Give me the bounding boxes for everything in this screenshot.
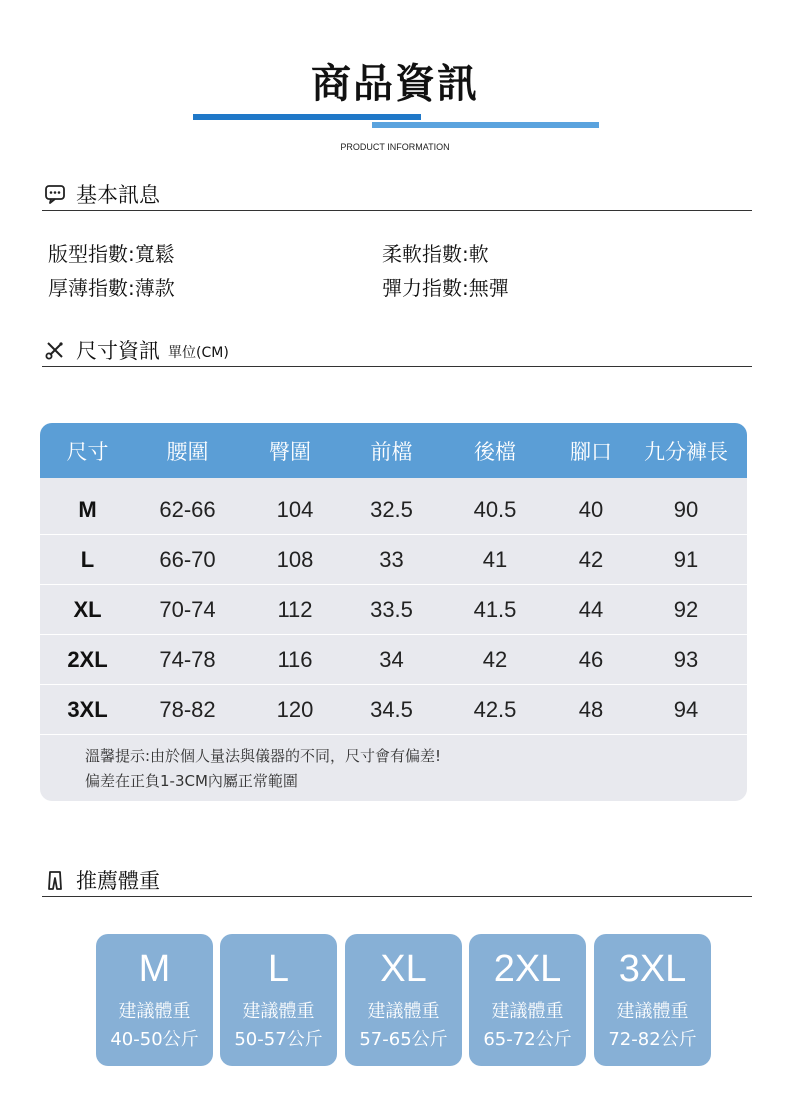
page-title: 商品資訊 xyxy=(311,61,479,107)
col-waist: 腰圍 xyxy=(166,439,209,464)
cell-hip: 104 xyxy=(276,497,314,522)
cell-leg-opening: 46 xyxy=(578,647,604,672)
scissors-icon xyxy=(44,339,66,361)
cell-hip: 112 xyxy=(277,597,313,622)
cell-hip: 116 xyxy=(277,647,313,672)
page-subtitle: PRODUCT INFORMATION xyxy=(340,142,450,152)
cell-length: 91 xyxy=(673,547,699,572)
col-leg-opening: 腳口 xyxy=(570,439,612,464)
cell-size: XL xyxy=(73,597,102,622)
cell-leg-opening: 48 xyxy=(578,697,604,722)
cell-waist: 74-78 xyxy=(159,647,216,672)
table-row xyxy=(40,685,747,735)
title-underline-light xyxy=(372,122,599,128)
weight-card-range: 57-65公斤 xyxy=(359,1029,448,1050)
cell-leg-opening: 42 xyxy=(578,547,604,572)
size-info-header xyxy=(42,333,752,367)
weight-title: 推薦體重 xyxy=(76,868,160,893)
weight-card-label: 建議體重 xyxy=(118,1001,191,1022)
cell-waist: 66-70 xyxy=(159,547,216,572)
col-size: 尺寸 xyxy=(66,439,109,464)
weight-card-label: 建議體重 xyxy=(491,1001,564,1022)
table-row xyxy=(40,535,747,585)
cell-length: 90 xyxy=(673,497,699,522)
pants-icon xyxy=(44,869,66,891)
weight-card-label: 建議體重 xyxy=(367,1001,440,1022)
weight-card-l xyxy=(220,934,337,1066)
cell-back-rise: 41.5 xyxy=(473,597,517,622)
cell-leg-opening: 40 xyxy=(578,497,604,522)
basic-info-title: 基本訊息 xyxy=(76,182,160,207)
weight-card-size: M xyxy=(138,948,171,990)
table-row xyxy=(40,585,747,635)
size-note-line-1: 溫馨提示:由於個人量法與儀器的不同，尺寸會有偏差! xyxy=(85,747,442,765)
size-table-header xyxy=(40,423,747,478)
weight-card-size: 2XL xyxy=(493,948,562,990)
cell-waist: 70-74 xyxy=(159,597,216,622)
cell-leg-opening: 44 xyxy=(578,597,604,622)
weight-card-xl xyxy=(345,934,462,1066)
col-hip: 臀圍 xyxy=(269,439,311,464)
cell-length: 94 xyxy=(673,697,699,722)
cell-size: M xyxy=(78,497,97,522)
weight-card-size: XL xyxy=(380,948,427,990)
table-row xyxy=(40,635,747,685)
cell-length: 93 xyxy=(673,647,699,672)
size-note-line-2: 偏差在正負1-3CM內屬正常範圍 xyxy=(85,772,298,790)
col-length: 九分褲長 xyxy=(644,439,728,464)
attr-thickness: 厚薄指數:薄款 xyxy=(48,276,175,300)
cell-hip: 120 xyxy=(276,697,314,722)
cell-waist: 78-82 xyxy=(159,697,216,722)
weight-card-label: 建議體重 xyxy=(242,1001,315,1022)
cell-front-rise: 32.5 xyxy=(370,497,413,522)
cell-size: L xyxy=(80,547,95,572)
col-back-rise: 後檔 xyxy=(474,439,516,464)
weight-card-range: 65-72公斤 xyxy=(483,1029,572,1050)
cell-back-rise: 41 xyxy=(482,547,508,572)
cell-length: 92 xyxy=(673,597,699,622)
weight-card-range: 50-57公斤 xyxy=(234,1029,323,1050)
cell-hip: 108 xyxy=(276,547,314,572)
attr-softness: 柔軟指數:軟 xyxy=(382,242,489,266)
title-underline-dark xyxy=(193,114,421,120)
cell-back-rise: 40.5 xyxy=(473,497,517,522)
cell-waist: 62-66 xyxy=(159,497,216,522)
attr-fit: 版型指數:寬鬆 xyxy=(48,242,175,266)
cell-front-rise: 34.5 xyxy=(370,697,413,722)
weight-card-label: 建議體重 xyxy=(616,1001,689,1022)
weight-card-2xl xyxy=(469,934,586,1066)
attr-elasticity: 彈力指數:無彈 xyxy=(382,276,509,300)
weight-card-size: 3XL xyxy=(618,948,687,990)
weight-card-range: 40-50公斤 xyxy=(110,1029,199,1050)
weight-header xyxy=(42,863,752,897)
cell-front-rise: 33.5 xyxy=(370,597,413,622)
size-table xyxy=(40,423,747,801)
size-info-unit: 單位(CM) xyxy=(168,344,229,361)
cell-size: 2XL xyxy=(67,647,108,672)
weight-card-3xl xyxy=(594,934,711,1066)
chat-bubble-icon xyxy=(44,183,66,205)
col-front-rise: 前檔 xyxy=(370,439,413,464)
row-divider xyxy=(40,734,747,735)
weight-card-size: L xyxy=(267,948,290,990)
table-row xyxy=(40,485,747,535)
weight-card-range: 72-82公斤 xyxy=(608,1029,697,1050)
cell-front-rise: 33 xyxy=(379,547,404,572)
weight-card-m xyxy=(96,934,213,1066)
cell-back-rise: 42 xyxy=(482,647,508,672)
size-info-title: 尺寸資訊 xyxy=(76,338,160,363)
basic-info-header xyxy=(42,177,752,211)
cell-back-rise: 42.5 xyxy=(473,697,517,722)
cell-size: 3XL xyxy=(67,697,108,722)
cell-front-rise: 34 xyxy=(379,647,404,672)
